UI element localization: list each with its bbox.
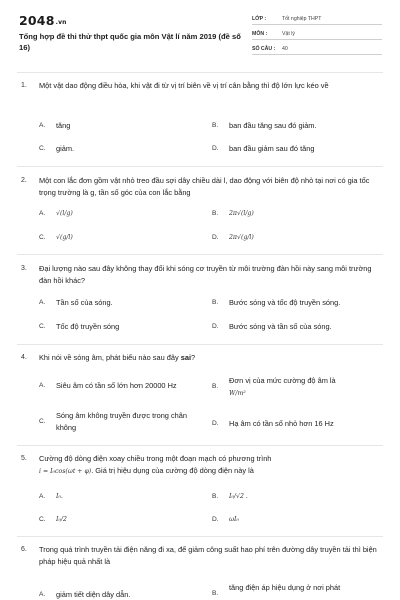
- question-number: 4.: [21, 354, 27, 361]
- option-letter: B.: [212, 493, 219, 500]
- option-text: giảm tiết diện dây dẫn.: [56, 590, 131, 599]
- option-text: Sóng âm không truyền được trong chân không: [56, 411, 187, 432]
- option-text: ban đầu giảm sau đó tăng: [229, 144, 315, 153]
- info-value: 40: [282, 45, 288, 52]
- info-value: Tốt nghiệp THPT: [282, 15, 322, 22]
- divider: [17, 254, 383, 255]
- info-value: Vật lý: [282, 30, 295, 37]
- option-formula: I₀/2: [56, 516, 67, 523]
- option-text: Bước sóng và tần số của sóng.: [229, 322, 332, 331]
- question-text: Đại lượng nào sau đây không thay đổi khi sóng cơ truyền từ môi trường đàn hồi này sang môi trường đàn hồi khác?: [39, 264, 372, 285]
- info-label: LỚP :: [252, 15, 267, 22]
- option-letter: D.: [212, 516, 219, 523]
- answer-option[interactable]: [212, 232, 382, 244]
- answer-option[interactable]: [212, 375, 382, 400]
- question-text: Trong quá trình truyền tải điện năng đi xa, để giảm công suất hao phí trên đường dây truyền tải thì biện pháp hiệu quả nhất là: [39, 545, 377, 566]
- option-text: Đơn vị của mức cường độ âm là W/m²: [229, 376, 336, 397]
- option-letter: C.: [39, 145, 46, 152]
- answer-option[interactable]: [39, 143, 204, 155]
- option-formula: I₀.: [56, 493, 63, 500]
- answer-option[interactable]: [39, 380, 209, 392]
- document-header: [0, 0, 400, 62]
- answer-option[interactable]: [39, 208, 204, 220]
- question-text: Cường độ dòng điện xoay chiều trong một đoạn mạch có phương trình i = I₀cos(ωt + φ). Giá trị hiệu dụng của cường độ dòng điện này là: [39, 454, 272, 475]
- option-letter: B.: [212, 210, 219, 217]
- exam-info: [252, 13, 382, 58]
- answer-option[interactable]: [39, 491, 204, 503]
- option-formula: W/m²: [229, 390, 246, 397]
- option-formula: √(l/g): [56, 210, 73, 217]
- option-letter: C.: [39, 418, 46, 425]
- question-number: 1.: [21, 82, 27, 89]
- divider: [17, 536, 383, 537]
- divider: [17, 72, 383, 73]
- answer-option[interactable]: [39, 297, 204, 309]
- option-text: Tốc độ truyền sóng: [56, 322, 120, 331]
- site-logo[interactable]: 2048.vn: [19, 13, 67, 28]
- option-letter: C.: [39, 516, 46, 523]
- answer-option[interactable]: [39, 514, 204, 526]
- answer-option[interactable]: [39, 321, 204, 333]
- option-letter: A.: [39, 382, 46, 389]
- question-number: 3.: [21, 265, 27, 272]
- option-letter: C.: [39, 323, 46, 330]
- option-text: ban đầu tăng sau đó giảm.: [229, 121, 317, 130]
- page-title: Tổng hợp đề thi thử thpt quốc gia môn Vật lí năm 2019 (đề số 16): [19, 32, 241, 52]
- answer-option[interactable]: [212, 120, 382, 132]
- option-letter: B.: [212, 590, 219, 597]
- question-text: Một vật dao động điều hòa, khi vật đi từ vị trí biên về vị trí cân bằng thì độ lớn lực kéo về: [39, 81, 329, 90]
- option-formula: 2π√(g/l): [229, 234, 254, 241]
- equation: i = I₀cos(ωt + φ): [39, 468, 92, 475]
- option-text: Bước sóng và tốc độ truyền sóng.: [229, 298, 341, 307]
- answer-option[interactable]: [39, 589, 204, 600]
- answer-option[interactable]: [212, 321, 382, 333]
- answer-option[interactable]: [212, 514, 382, 526]
- option-letter: A.: [39, 299, 46, 306]
- option-letter: D.: [212, 420, 219, 427]
- info-class-row: [252, 13, 382, 25]
- option-letter: C.: [39, 234, 46, 241]
- option-letter: A.: [39, 493, 46, 500]
- option-formula: I₀/√2 .: [229, 493, 248, 500]
- question-text: Một con lắc đơn gồm vật nhỏ treo đầu sợi dây chiều dài l, dao động với biên độ nhỏ tại nơi có gia tốc trọng trường là g, tần số góc của con lắc bằng: [39, 176, 370, 197]
- answer-option[interactable]: [212, 143, 382, 155]
- option-letter: B.: [212, 383, 219, 390]
- info-count-row: [252, 43, 382, 55]
- answer-option[interactable]: [39, 120, 204, 132]
- option-text: tăng điện áp hiệu dụng ở nơi phát: [229, 583, 341, 592]
- option-text: Hạ âm có tần số nhỏ hơn 16 Hz: [229, 419, 334, 428]
- info-label: SỐ CÂU :: [252, 45, 276, 52]
- question-number: 5.: [21, 455, 27, 462]
- option-letter: D.: [212, 323, 219, 330]
- option-formula: 2π√(l/g): [229, 210, 254, 217]
- divider: [17, 344, 383, 345]
- option-text: Siêu âm có tần số lớn hơn 20000 Hz: [56, 381, 177, 390]
- option-text: giảm.: [56, 144, 75, 153]
- question-text: Khi nói về sóng âm, phát biểu nào sau đây sai?: [39, 353, 196, 362]
- option-letter: B.: [212, 299, 219, 306]
- divider: [17, 166, 383, 167]
- divider: [17, 445, 383, 446]
- emphasis-text: sai: [180, 353, 192, 362]
- option-letter: B.: [212, 122, 219, 129]
- option-text: Tần số của sóng.: [56, 298, 113, 307]
- option-letter: A.: [39, 210, 46, 217]
- question-number: 6.: [21, 546, 27, 553]
- answer-option[interactable]: [212, 418, 382, 430]
- info-subject-row: [252, 28, 382, 40]
- option-formula: √(g/l): [56, 234, 73, 241]
- option-letter: A.: [39, 591, 46, 598]
- option-formula: ωI₀: [229, 516, 239, 523]
- option-text: tăng: [56, 121, 71, 130]
- option-letter: D.: [212, 234, 219, 241]
- question-number: 2.: [21, 177, 27, 184]
- answer-option[interactable]: [212, 297, 382, 309]
- answer-option[interactable]: [212, 491, 382, 503]
- answer-option[interactable]: [212, 582, 382, 600]
- info-label: MÔN :: [252, 30, 268, 37]
- option-letter: A.: [39, 122, 46, 129]
- option-letter: D.: [212, 145, 219, 152]
- answer-option[interactable]: [39, 410, 209, 434]
- answer-option[interactable]: [212, 208, 382, 220]
- answer-option[interactable]: [39, 232, 204, 244]
